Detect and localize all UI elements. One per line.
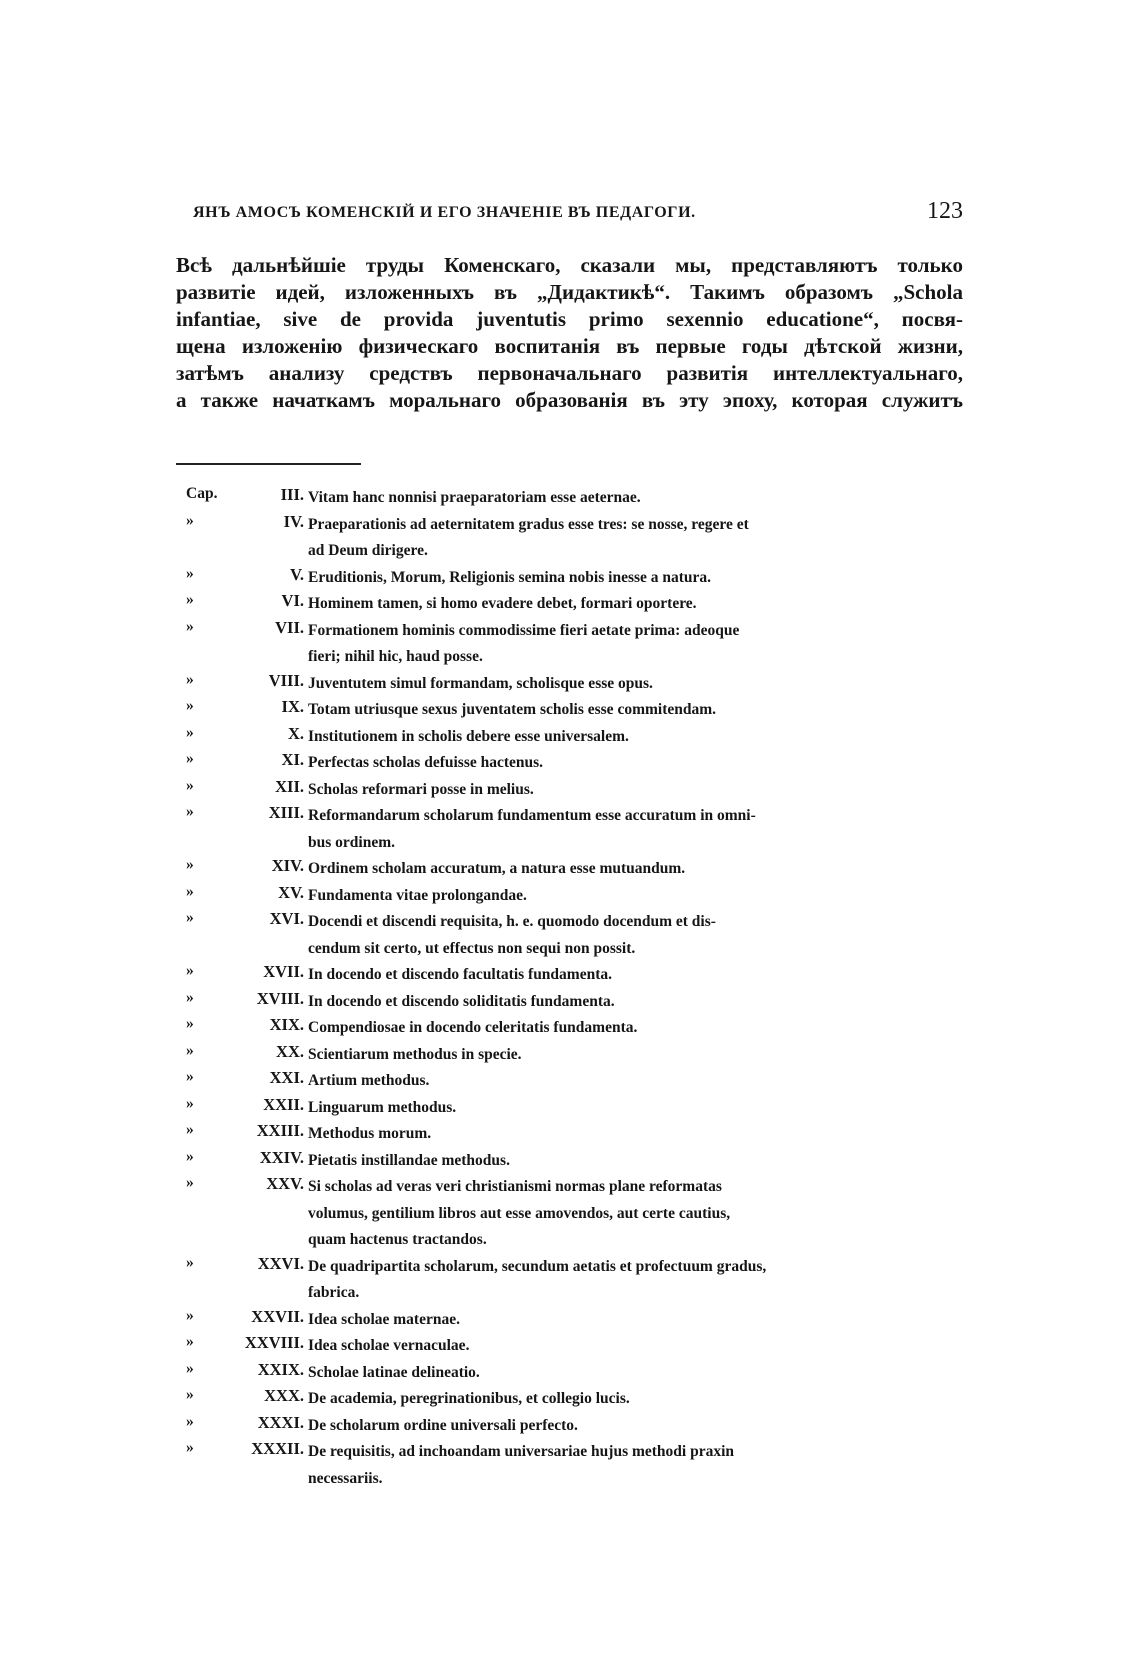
chapter-title-line: Pietatis instillandae methodus. xyxy=(308,1151,510,1169)
chapter-title xyxy=(308,1068,964,1095)
chapter-title-line: De academia, peregrinationibus, et collegio lucis. xyxy=(308,1390,630,1407)
ditto-mark: » xyxy=(186,776,194,794)
chapter-title-line: Praeparationis ad aeternitatem gradus esse tres: se nosse, regere et xyxy=(308,515,749,533)
text-line: Всѣ дальнѣйшіе труды Коменскаго, сказали мы, представляютъ только xyxy=(176,253,963,277)
chapter-title xyxy=(308,1174,964,1254)
chapter-entry xyxy=(186,1148,964,1175)
chapter-number: XV. xyxy=(278,882,304,902)
ditto-mark: » xyxy=(186,803,194,820)
chapter-number: VII. xyxy=(275,617,304,637)
chapter-entry xyxy=(186,1360,964,1387)
chapter-number: X. xyxy=(287,723,304,743)
chapter-entry xyxy=(186,1333,964,1360)
chapter-title xyxy=(308,1148,964,1175)
chapter-title xyxy=(308,1360,964,1387)
ditto-mark: » xyxy=(186,670,194,688)
chapter-entry xyxy=(186,1254,964,1307)
chapter-title-line: ad Deum dirigere. xyxy=(308,542,428,559)
chapter-number: XXI. xyxy=(269,1068,304,1087)
footnote-divider xyxy=(176,463,361,465)
chapter-entry xyxy=(186,1174,964,1254)
chapter-title xyxy=(308,962,964,989)
chapter-number: IX. xyxy=(281,697,304,716)
footnote-chapter-list xyxy=(186,485,964,1492)
chapter-title-line: Docendi et discendi requisita, h. e. quomodo docendum et dis- xyxy=(308,913,716,930)
ditto-mark: » xyxy=(186,882,194,900)
ditto-mark: » xyxy=(186,617,194,635)
chapter-number: XXVII. xyxy=(251,1306,304,1326)
chapter-entry xyxy=(186,485,964,512)
chapter-entry xyxy=(186,1095,964,1122)
chapter-entry xyxy=(186,1386,964,1413)
ditto-mark: » xyxy=(186,1174,194,1191)
chapter-number: XVII. xyxy=(263,962,304,981)
chapter-title-line: Perfectas scholas defuisse hactenus. xyxy=(308,754,544,771)
chapter-title-line: Formationem hominis commodissime fieri aetate prima: adeoque xyxy=(308,621,740,639)
chapter-title-line: De requisitis, ad inchoandam universariae hujus methodi praxin xyxy=(308,1443,735,1460)
chapter-number: VI. xyxy=(281,591,304,610)
chapter-entry xyxy=(186,565,964,592)
text-line: развитіе идей, изложенныхъ въ „Дидактикѣ“. Такимъ образомъ „Schola xyxy=(176,280,963,304)
ditto-mark: » xyxy=(186,988,194,1006)
chapter-number: XI. xyxy=(281,750,304,769)
chapter-title-line: Hominem tamen, si homo evadere debet, formari oportere. xyxy=(308,595,697,612)
ditto-mark: » xyxy=(186,909,194,926)
ditto-mark: » xyxy=(186,564,194,582)
chapter-title xyxy=(308,1307,964,1334)
ditto-mark: » xyxy=(186,1386,194,1403)
chapter-number: XVIII. xyxy=(256,988,304,1008)
chapter-title-line: Juventutem simul formandam, scholisque esse opus. xyxy=(308,674,653,692)
chapter-number: XXXII. xyxy=(251,1439,304,1458)
page-header xyxy=(193,200,963,230)
chapter-title-line: De quadripartita scholarum, secundum aetatis et profectuum gradus, xyxy=(308,1257,767,1275)
chapter-entry xyxy=(186,803,964,856)
chapter-entry xyxy=(186,962,964,989)
ditto-mark: » xyxy=(186,511,194,529)
chapter-title-line: necessariis. xyxy=(308,1469,383,1487)
chapter-number: XXVIII. xyxy=(244,1333,304,1352)
ditto-mark: » xyxy=(186,1253,194,1271)
chapter-number: XXVI. xyxy=(257,1253,304,1273)
chapter-entry xyxy=(186,1307,964,1334)
ditto-mark: » xyxy=(186,697,194,714)
chapter-number: XIII. xyxy=(268,803,304,822)
text-line: щена изложенію физическаго воспитанія въ первые годы дѣтской жизни, xyxy=(176,334,963,358)
chapter-number: XIX. xyxy=(269,1015,304,1034)
chapter-entry xyxy=(186,909,964,962)
chapter-title-line: Institutionem in scholis debere esse universalem. xyxy=(308,727,629,745)
ditto-mark: » xyxy=(186,1359,194,1377)
ditto-mark: » xyxy=(186,856,194,873)
chapter-title xyxy=(308,724,964,751)
chapter-entry xyxy=(186,1042,964,1069)
chapter-title-line: Ordinem scholam accuratum, a natura esse mutuandum. xyxy=(308,860,686,877)
chapter-title xyxy=(308,909,964,962)
chapter-title-line: Idea scholae vernaculae. xyxy=(308,1337,470,1354)
chapter-title xyxy=(308,750,964,777)
chapter-entry xyxy=(186,591,964,618)
chapter-title-line: Methodus morum. xyxy=(308,1125,432,1142)
main-text xyxy=(176,252,963,414)
chapter-title xyxy=(308,697,964,724)
chapter-title-line: volumus, gentilium libros aut esse amovendos, aut certe cautius, xyxy=(308,1204,731,1222)
chapter-entry xyxy=(186,1439,964,1492)
chapter-title-line: Scholae latinae delineatio. xyxy=(308,1363,480,1381)
chapter-number: XXIII. xyxy=(256,1121,304,1140)
ditto-mark: » xyxy=(186,1094,194,1112)
chapter-title xyxy=(308,883,964,910)
chapter-title xyxy=(308,1121,964,1148)
chapter-title xyxy=(308,856,964,883)
chapter-entry xyxy=(186,512,964,565)
chapter-entry xyxy=(186,1121,964,1148)
chapter-entry xyxy=(186,697,964,724)
ditto-mark: » xyxy=(186,1068,194,1085)
chapter-title xyxy=(308,1042,964,1069)
chapter-title-line: Artium methodus. xyxy=(308,1072,430,1089)
ditto-mark: » xyxy=(186,1041,194,1059)
ditto-mark: » xyxy=(186,1333,194,1350)
ditto-mark: » xyxy=(186,1412,194,1430)
chapter-number: VIII. xyxy=(268,670,304,690)
text-line: infantiae, sive de provida juventutis primo sexennio educatione“, посвя- xyxy=(176,307,963,331)
chapter-title xyxy=(308,1386,964,1413)
chapter-title-line: Vitam hanc nonnisi praeparatoriam esse aeternae. xyxy=(308,489,641,506)
chapter-title xyxy=(308,1439,964,1492)
chapter-entry xyxy=(186,1068,964,1095)
chapter-title xyxy=(308,565,964,592)
chapter-entry xyxy=(186,1015,964,1042)
chapter-entry xyxy=(186,777,964,804)
ditto-mark: » xyxy=(186,1121,194,1138)
chapter-title-line: Reformandarum scholarum fundamentum esse accuratum in omni- xyxy=(308,807,756,824)
chapter-number: XXX. xyxy=(264,1386,304,1405)
chapter-title-line: Scholas reformari posse in melius. xyxy=(308,780,534,798)
chapter-number: III. xyxy=(280,485,304,504)
ditto-mark: » xyxy=(186,1147,194,1165)
chapter-title-line: fieri; nihil hic, haud posse. xyxy=(308,648,483,665)
chapter-title xyxy=(308,777,964,804)
ditto-mark: » xyxy=(186,750,194,767)
chapter-title xyxy=(308,591,964,618)
chapter-title-line: De scholarum ordine universali perfecto. xyxy=(308,1416,578,1434)
chapter-number: V. xyxy=(290,564,304,584)
chapter-title xyxy=(308,989,964,1016)
text-line: а также начаткамъ моральнаго образованія въ эту эпоху, которая служитъ xyxy=(176,388,963,412)
chapter-title xyxy=(308,512,964,565)
chapter-title-line: In docendo et discendo soliditatis fundamenta. xyxy=(308,992,615,1010)
ditto-mark: » xyxy=(186,1306,194,1324)
chapter-title-line: Linguarum methodus. xyxy=(308,1098,457,1116)
chapter-entry xyxy=(186,1413,964,1440)
chapter-number: XXXI. xyxy=(257,1412,304,1432)
chapter-title-line: Scientiarum methodus in specie. xyxy=(308,1045,522,1063)
chapter-title xyxy=(308,485,964,512)
ditto-mark: » xyxy=(186,723,194,741)
ditto-mark: » xyxy=(186,591,194,608)
ditto-mark: Cap. xyxy=(186,485,218,502)
chapter-title xyxy=(308,1413,964,1440)
chapter-entry xyxy=(186,724,964,751)
chapter-title xyxy=(308,618,964,671)
chapter-title-line: Fundamenta vitae prolongandae. xyxy=(308,886,527,904)
chapter-entry xyxy=(186,618,964,671)
chapter-title xyxy=(308,1095,964,1122)
page-number: 123 xyxy=(927,198,963,224)
chapter-title-line: In docendo et discendo facultatis fundamenta. xyxy=(308,966,612,983)
chapter-title-line: bus ordinem. xyxy=(308,833,395,851)
ditto-mark: » xyxy=(186,1015,194,1032)
chapter-title-line: Totam utriusque sexus juventatem scholis esse commitendam. xyxy=(308,701,717,718)
chapter-number: XVI. xyxy=(269,909,304,928)
chapter-title-line: Idea scholae maternae. xyxy=(308,1310,460,1328)
chapter-number: XXIV. xyxy=(259,1147,304,1167)
chapter-title-line: Compendiosae in docendo celeritatis fundamenta. xyxy=(308,1019,638,1036)
chapter-number: XII. xyxy=(275,776,304,796)
chapter-title xyxy=(308,1254,964,1307)
chapter-entry xyxy=(186,883,964,910)
ditto-mark: » xyxy=(186,1439,194,1456)
chapter-title-line: Eruditionis, Morum, Religionis semina nobis inesse a natura. xyxy=(308,568,712,586)
chapter-title xyxy=(308,671,964,698)
chapter-entry xyxy=(186,856,964,883)
running-title: ЯНЪ АМОСЪ КОМЕНСКІЙ И ЕГО ЗНАЧЕНІЕ ВЪ ПЕДАГОГИ. xyxy=(193,204,696,221)
ditto-mark: » xyxy=(186,962,194,979)
chapter-title xyxy=(308,1015,964,1042)
chapter-number: XX. xyxy=(276,1041,304,1061)
chapter-title-line: cendum sit certo, ut effectus non sequi non possit. xyxy=(308,939,636,957)
chapter-title xyxy=(308,803,964,856)
chapter-title xyxy=(308,1333,964,1360)
chapter-number: XXII. xyxy=(263,1094,304,1114)
chapter-entry xyxy=(186,989,964,1016)
chapter-title-line: fabrica. xyxy=(308,1284,360,1301)
chapter-number: IV. xyxy=(283,511,304,531)
chapter-entry xyxy=(186,750,964,777)
chapter-number: XXIX. xyxy=(257,1359,304,1379)
text-line: затѣмъ анализу средствъ первоначальнаго развитія интеллектуальнаго, xyxy=(176,361,963,385)
chapter-number: XXV. xyxy=(266,1174,304,1193)
chapter-entry xyxy=(186,671,964,698)
chapter-title-line: Si scholas ad veras veri christianismi normas plane reformatas xyxy=(308,1178,722,1195)
chapter-number: XIV. xyxy=(271,856,304,875)
chapter-title-line: quam hactenus tractandos. xyxy=(308,1231,487,1248)
